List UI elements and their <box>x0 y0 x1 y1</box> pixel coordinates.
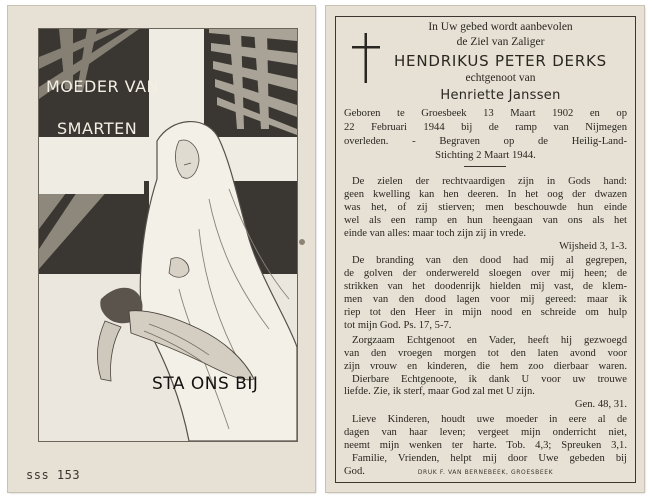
memorial-body-line: einde van alles: maar toch zijn zij in vrede. <box>344 227 527 239</box>
punch-hole <box>299 239 305 245</box>
memorial-text-frame <box>335 16 636 483</box>
memorial-body-line: van den vroegen morgen tot den laten avond voor <box>344 347 627 359</box>
prayer-card-back <box>326 6 644 492</box>
memorial-body-line: zijn vrouw en kinderen, die hem zoo dierbaar waren. <box>344 360 627 372</box>
memorial-body-line: geen kwelling kan hen deeren. In het oog der dwazen <box>344 188 627 200</box>
memorial-body-line: De branding van den dood had mij al gegrepen, <box>352 255 627 267</box>
memorial-body-line: Dierbare Echtgenoote, ik dank U voor uw trouwe <box>352 373 627 385</box>
memorial-body-line: tot mijn God. Ps. 17, 5-7. <box>344 319 452 331</box>
memorial-body-line: Gen. 48, 31. <box>574 399 627 411</box>
biography-line: Stichting 2 Maart 1944. <box>435 150 536 161</box>
printer-imprint: DRUK F. VAN BERNEBEEK, GROESBEEK <box>417 469 554 476</box>
memorial-body-line: was het, of zij stierven; men beschouwde hun einde <box>344 201 627 213</box>
spouse-name: Henriette Janssen <box>440 88 561 103</box>
biography-line: overleden. - Begraven op de Heilig-Land- <box>344 136 627 147</box>
mater-dolorosa-illustration <box>38 28 298 442</box>
memorial-body-line: wel als een ramp en hun heengaan van ons als het <box>344 214 627 226</box>
picture-title-line-2: SMARTEN <box>57 119 138 138</box>
biography-line: 22 Februari 1944 bij de ramp van Nijmegen <box>344 122 627 133</box>
memorial-body-line: God. <box>344 465 365 477</box>
memorial-body-line: strikken van het doodenrijk hielden mij vast, de klem- <box>344 281 627 293</box>
picture-title-line-1: MOEDER VAN <box>46 77 159 96</box>
memorial-body-line: Lieve Kinderen, houdt uwe moeder in eere al de <box>352 414 627 426</box>
memorial-body-line: dagen van haar leven; vergeet mijn onderricht niet, <box>344 427 627 439</box>
memorial-body-line: Zorgzaam Echtgenoot en Vader, heeft hij gezwoegd <box>352 334 627 346</box>
deceased-name: HENDRIKUS PETER DERKS <box>393 52 608 70</box>
prayer-card-front <box>8 6 315 492</box>
soul-of-deceased: de Ziel van Zaliger <box>456 36 545 48</box>
picture-invocation: STA ONS BIJ <box>152 374 259 394</box>
biography-line: Geboren te Groesbeek 13 Maart 1902 en op <box>344 108 627 119</box>
memorial-body-line: liefde. Zie, ik sterf, maar God zal met U zijn. <box>344 386 535 398</box>
memorial-body-line: De zielen der rechtvaardigen zijn in Gods hand: <box>352 176 627 187</box>
divider <box>464 166 506 167</box>
memorial-body-line: Familie, Vrienden, helpt mij door Uwe gebeden bij <box>352 452 627 464</box>
printer-code: sss 153 <box>26 468 81 482</box>
memorial-body-line: Wijsheid 3, 1-3. <box>559 240 627 252</box>
prayer-request: In Uw gebed wordt aanbevolen <box>428 21 573 33</box>
memorial-body-line: riep tot den Heer in mijn nood en schreide om hulp <box>344 307 627 318</box>
memorial-body-line: men van den dood lagen voor mij gereed: maar ik <box>344 294 627 306</box>
spouse-intro: echtgenoot van <box>465 72 536 84</box>
memorial-body-line: neemt mijn wenken ter harte. Tob. 4,3; Spreuken 3,1. <box>344 440 627 451</box>
memorial-body-line: de golven der onderwereld sloegen over mij heen; de <box>344 268 627 280</box>
